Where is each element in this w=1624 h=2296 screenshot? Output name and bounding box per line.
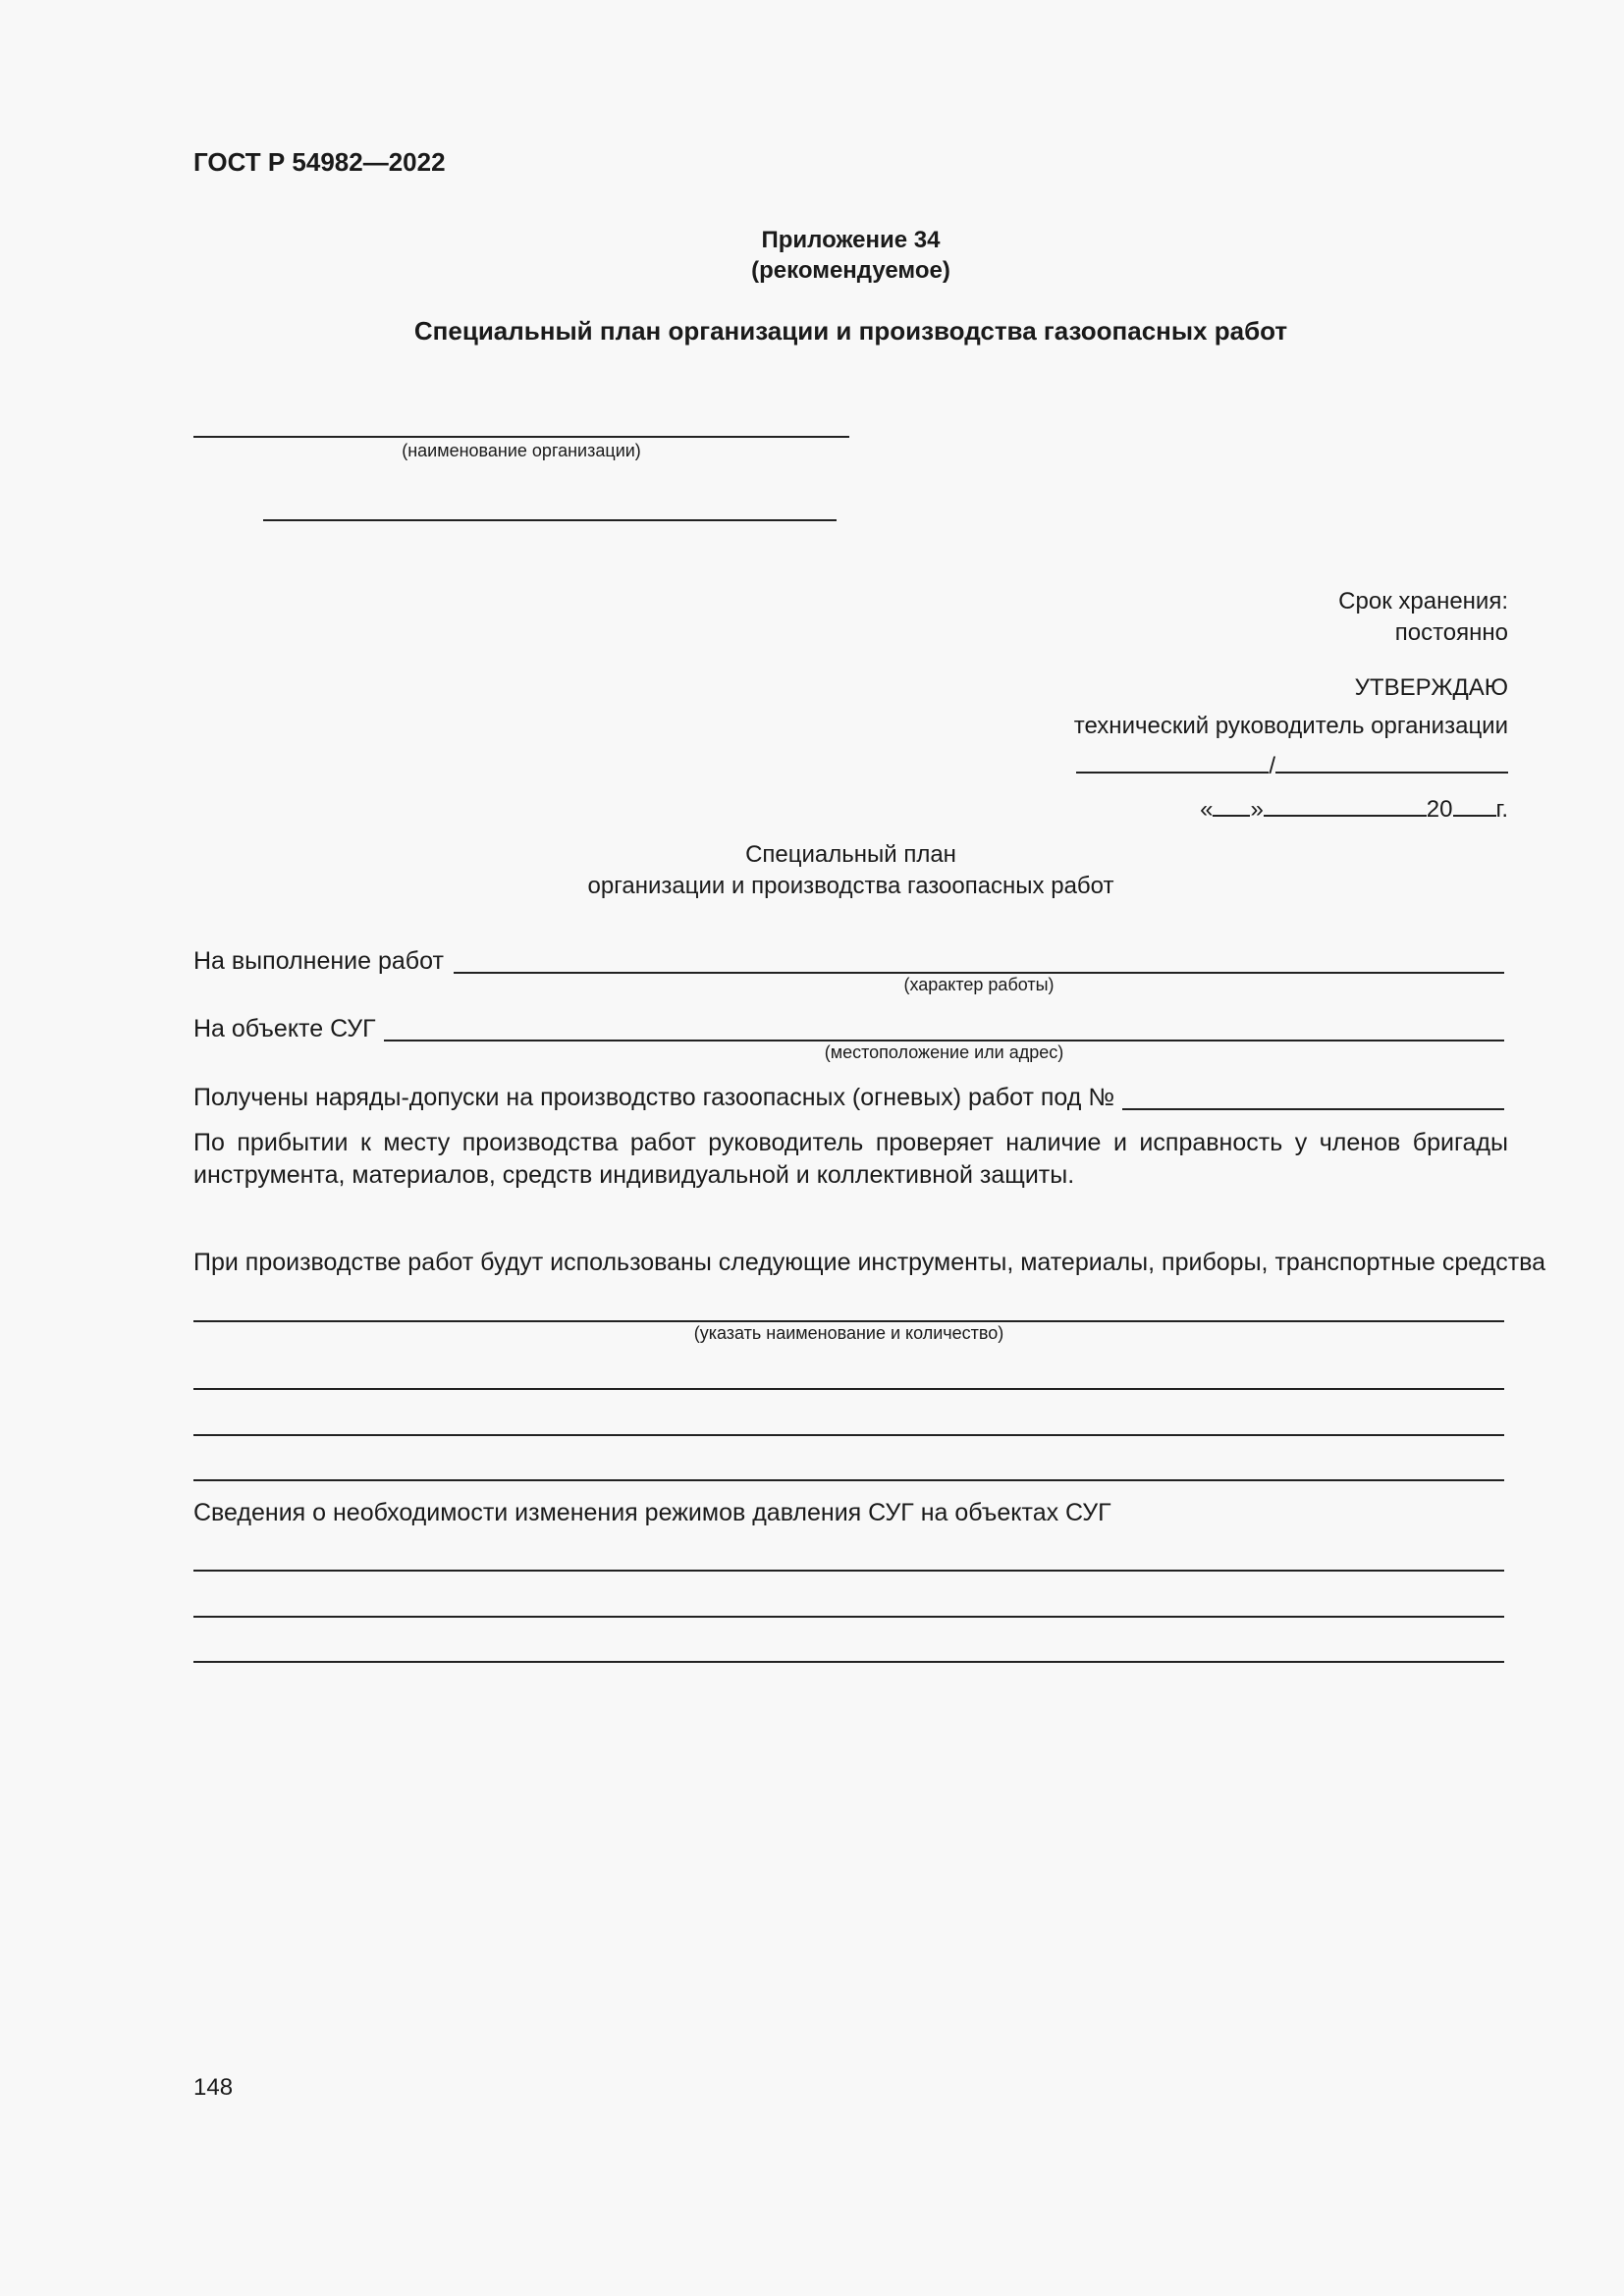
pressure-line-3 <box>193 1661 1504 1663</box>
date-year-prefix: 20 <box>1426 796 1453 823</box>
form-title-line1: Специальный план <box>745 841 956 868</box>
storage-term <box>1338 586 1508 649</box>
appendix-status: (рекомендуемое) <box>751 257 950 284</box>
org-name-line <box>193 436 849 438</box>
permits-label: Получены наряды-допуски на производство газоопасных (огневых) работ под № <box>193 1084 1115 1111</box>
signature-blank <box>1076 750 1269 774</box>
tools-line-2 <box>193 1388 1504 1390</box>
work-label: На выполнение работ <box>193 947 444 975</box>
approver-position: технический руководитель организации <box>1073 713 1508 739</box>
date-year-blank <box>1453 793 1496 817</box>
approve-heading: УТВЕРЖДАЮ <box>1354 674 1508 701</box>
date-year-suffix: г. <box>1495 796 1508 823</box>
tools-caption: (указать наименование и количество) <box>693 1323 1004 1343</box>
date-month-blank <box>1264 793 1427 817</box>
work-caption: (характер работы) <box>903 975 1055 994</box>
tools-line-1 <box>193 1320 1504 1322</box>
object-line <box>384 1040 1504 1041</box>
signature-line <box>1076 750 1508 780</box>
date-close-quote: » <box>1250 796 1264 823</box>
work-line <box>454 972 1504 974</box>
date-day-blank <box>1213 793 1250 817</box>
pressure-line-2 <box>193 1616 1504 1618</box>
name-blank <box>1275 750 1508 774</box>
form-title <box>193 839 1508 902</box>
document-id: ГОСТ Р 54982—2022 <box>193 147 446 177</box>
signature-separator: / <box>1269 753 1275 779</box>
tools-line-4 <box>193 1479 1504 1481</box>
org-extra-line <box>263 519 837 521</box>
org-name-caption: (наименование организации) <box>402 441 641 460</box>
tools-line-3 <box>193 1434 1504 1436</box>
appendix-heading <box>193 225 1508 286</box>
pressure-label: Сведения о необходимости изменения режимов давления СУГ на объектах СУГ <box>193 1499 1111 1526</box>
object-caption: (местоположение или адрес) <box>824 1042 1064 1062</box>
page-number: 148 <box>193 2074 234 2101</box>
tools-label: При производстве работ будут использованы следующие инструменты, материалы, приборы, транспортные средства <box>193 1249 1546 1276</box>
storage-label: Срок хранения: <box>1338 588 1508 614</box>
date-open-quote: « <box>1200 796 1214 823</box>
form-title-line2: организации и производства газоопасных работ <box>587 873 1114 899</box>
appendix-title: Специальный план организации и производства газоопасных работ <box>413 316 1288 346</box>
pressure-line-1 <box>193 1570 1504 1572</box>
arrival-paragraph: По прибытии к месту производства работ руководитель проверяет наличие и исправность у членов бригады инструмента, материалов, средств индивидуальной и коллективной защиты. <box>193 1129 1508 1189</box>
appendix-number: Приложение 34 <box>761 227 941 253</box>
approval-date <box>1200 793 1508 824</box>
object-label: На объекте СУГ <box>193 1015 376 1042</box>
storage-value: постоянно <box>1394 619 1508 646</box>
permits-number-line <box>1122 1108 1504 1110</box>
